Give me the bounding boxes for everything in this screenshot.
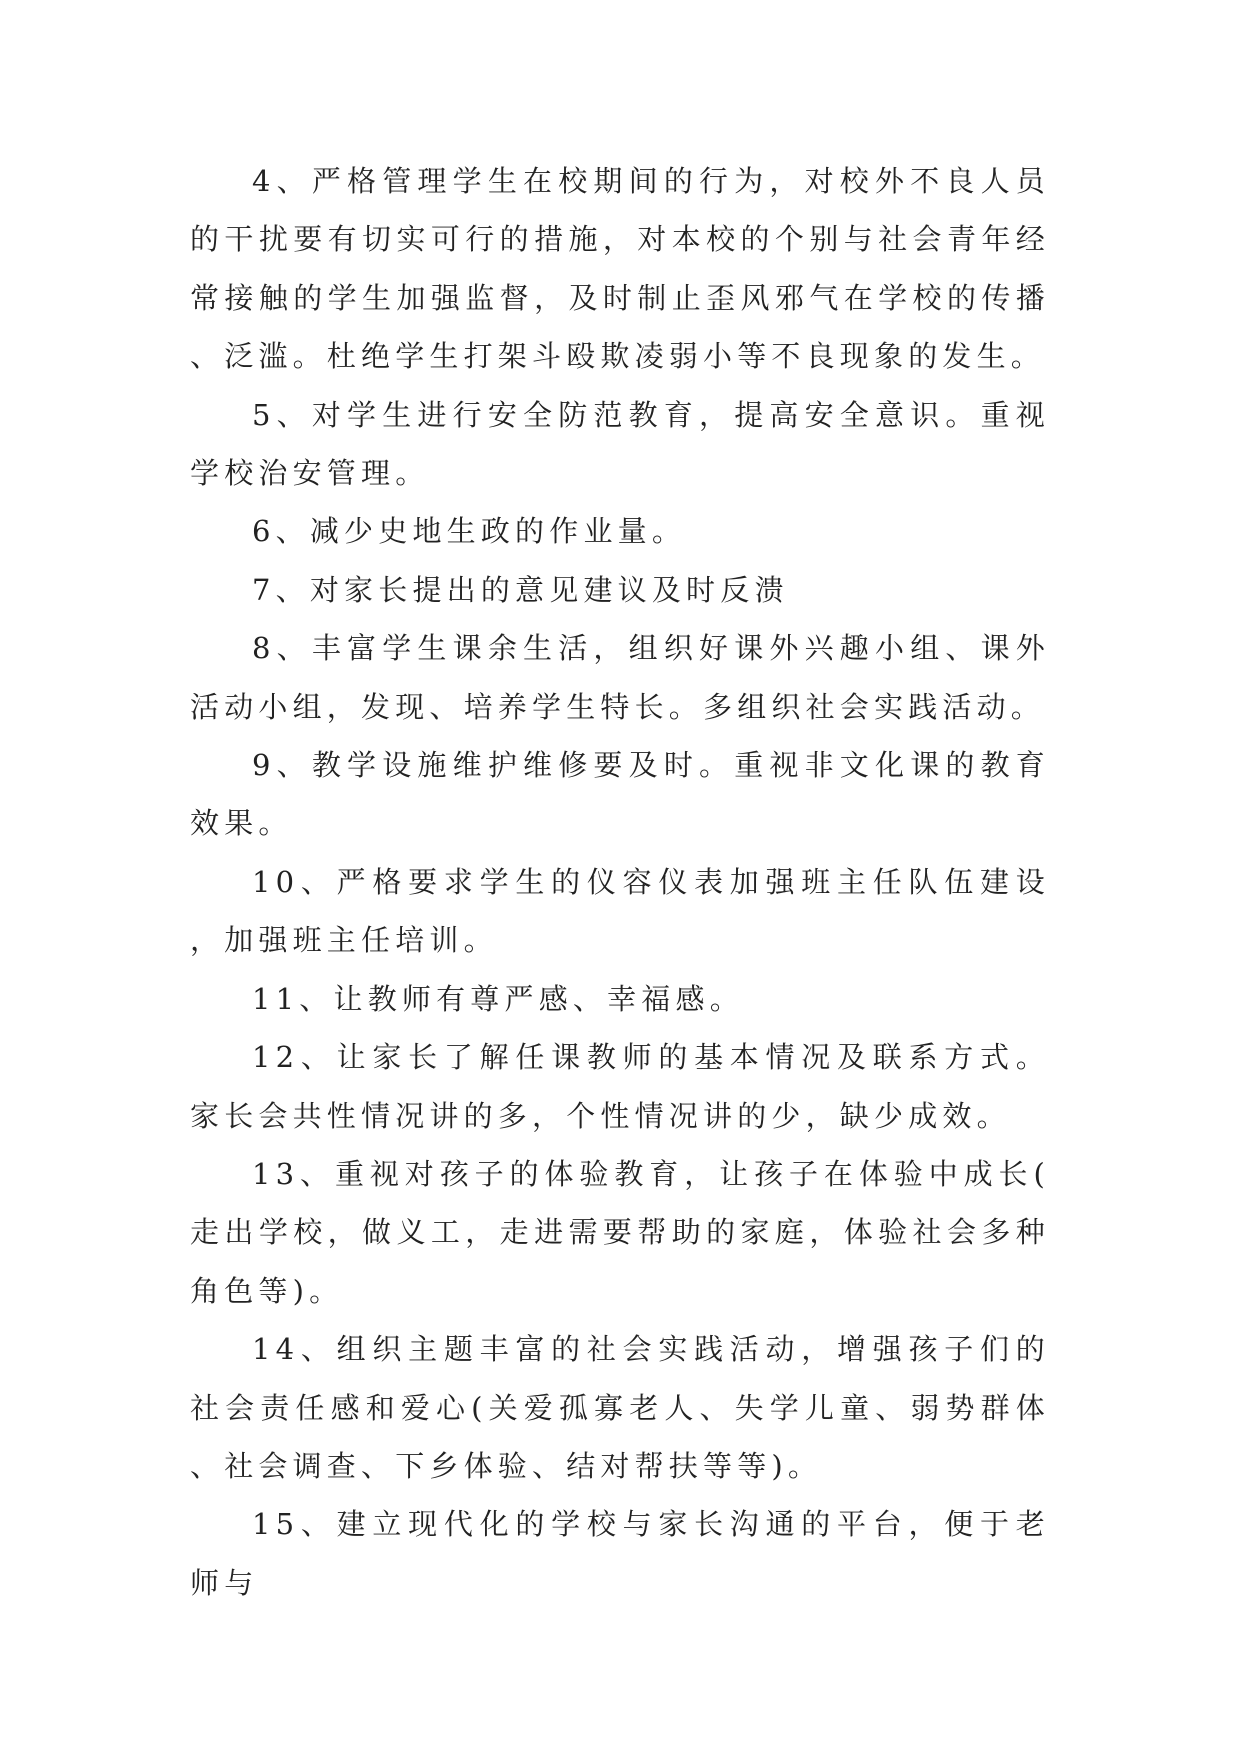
paragraph-item-10: 10、严格要求学生的仪容仪表加强班主任队伍建设，加强班主任培训。 — [190, 864, 1050, 958]
paragraph-item-7: 7、对家长提出的意见建议及时反溃 — [252, 572, 789, 607]
paragraph-item-9: 9、教学设施维护维修要及时。重视非文化课的教育效果。 — [190, 748, 1050, 841]
paragraph-item-8: 8、丰富学生课余生活，组织好课外兴趣小组、课外活动小组，发现、培养学生特长。多组织社会实践活动。 — [190, 631, 1050, 724]
paragraph-item-6: 6、减少史地生政的作业量。 — [252, 514, 687, 549]
paragraph-item-4: 4、严格管理学生在校期间的行为，对校外不良人员的干扰要有切实可行的措施，对本校的个别与社会青年经常接触的学生加强监督，及时制止歪风邪气在学校的传播、泛滥。杜绝学生打架斗殴欺凌弱小等不良现象的发生。 — [190, 164, 1050, 374]
paragraph-item-5: 5、对学生进行安全防范教育，提高安全意识。重视学校治安管理。 — [190, 397, 1050, 491]
document-body — [190, 152, 1050, 1612]
paragraph-item-14: 14、组织主题丰富的社会实践活动，增强孩子们的社会责任感和爱心(关爱孤寡老人、失学儿童、弱势群体、社会调查、下乡体验、结对帮扶等等)。 — [190, 1332, 1050, 1483]
paragraph-item-15: 15、建立现代化的学校与家长沟通的平台，便于老师与 — [190, 1507, 1050, 1600]
paragraph-item-12: 12、让家长了解任课教师的基本情况及联系方式。家长会共性情况讲的多，个性情况讲的少，缺少成效。 — [190, 1040, 1050, 1133]
paragraph-item-13: 13、重视对孩子的体验教育，让孩子在体验中成长(走出学校，做义工，走进需要帮助的家庭，体验社会多种角色等)。 — [190, 1156, 1050, 1308]
paragraph-item-11: 11、让教师有尊严感、幸福感。 — [252, 981, 744, 1016]
